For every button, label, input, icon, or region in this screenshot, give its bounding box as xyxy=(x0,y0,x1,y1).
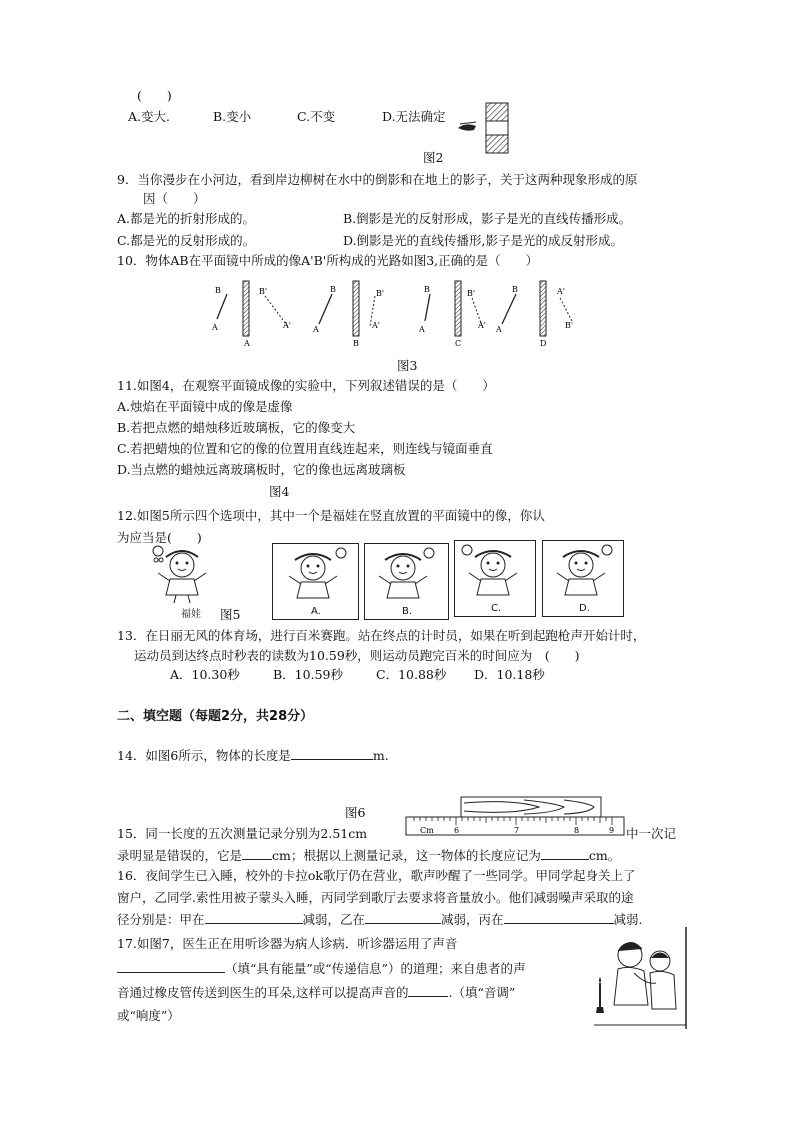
q15-line2-text-a: 录明显是错误的，它是 xyxy=(117,848,243,863)
figure-3-label-d: D xyxy=(540,339,547,348)
fuwa-option-b-label: B. xyxy=(402,606,413,617)
figure-3-option-a xyxy=(211,281,291,348)
svg-text:B: B xyxy=(330,285,336,294)
figure-3-option-d xyxy=(495,281,573,348)
fuwa-option-a-image xyxy=(273,544,358,606)
q17-blank-b xyxy=(408,984,448,997)
q17-blank-a xyxy=(117,960,225,973)
section-2-title: 二、填空题（每题2分，共28分） xyxy=(117,709,314,724)
q9-option-b: B.倒影是光的反射形成，影子是光的直线传播形成。 xyxy=(343,211,632,226)
q17-line4: 或“响度”） xyxy=(117,1008,180,1023)
q14-unit: m. xyxy=(372,748,389,763)
q15-line1: 15．同一长度的五次测量记录分别为2.51cm xyxy=(117,826,368,841)
q13-option-d: D．10.18秒 xyxy=(474,667,545,682)
q15-line2 xyxy=(117,846,620,864)
q8-paren: ( ) xyxy=(137,88,172,103)
q8-option-a: A.变大. xyxy=(128,109,170,124)
fuwa-option-d-frame xyxy=(542,540,624,617)
figure-3-label-b: B xyxy=(353,339,359,348)
q15-error-blank xyxy=(242,847,272,860)
q17-line1: 17.如图7，医生正在用听诊器为病人诊病．听诊器运用了声音 xyxy=(117,936,458,951)
q8-option-d: D.无法确定 xyxy=(382,109,446,124)
fuwa-option-d-image xyxy=(543,541,623,603)
fuwa-option-c-image xyxy=(455,541,535,603)
fuwa-original-figure xyxy=(144,543,220,609)
q8-option-b: B.变小 xyxy=(213,109,252,124)
q16-line3-text-c: 减弱，丙在 xyxy=(441,912,504,927)
q16-blank-a xyxy=(205,911,303,924)
q9-option-d: D.倒影是光的直线传播形,影子是光的成反射形成。 xyxy=(343,233,624,248)
q17-line3-text-b: .（填“音调” xyxy=(448,985,516,1000)
ruler-tick-9: 9 xyxy=(609,826,615,835)
svg-text:A: A xyxy=(313,325,319,334)
q17-line2-text: （填“具有能量”或“传递信息”）的道理；来自患者的声 xyxy=(225,961,526,976)
figure-3-label-c: C xyxy=(455,339,462,348)
q9-stem-line1: 9．当你漫步在小河边，看到岸边柳树在水中的倒影和在地上的影子，关于这两种现象形成的原 xyxy=(117,172,638,187)
q16-line3-text-b: 减弱，乙在 xyxy=(302,912,366,927)
point-b-image-label: B' xyxy=(259,287,268,296)
q15-line2-text-b: cm；根据以上测量记录，这一物体的长度应记为 xyxy=(272,848,541,863)
q14-stem xyxy=(117,746,389,764)
figure-7-doctor-stethoscope xyxy=(594,925,694,1031)
q11-option-a: A.烛焰在平面镜中成的像是虚像 xyxy=(117,399,293,414)
q16-line3 xyxy=(117,910,643,928)
figure-2-eye-mirror xyxy=(454,100,516,156)
q9-option-a: A.都是光的折射形成的。 xyxy=(117,211,256,226)
fuwa-option-c-label: C. xyxy=(491,603,502,614)
fuwa-option-c-frame xyxy=(454,540,536,617)
figure-4-caption: 图4 xyxy=(269,484,290,499)
svg-text:B': B' xyxy=(565,321,574,330)
q13-option-c: C．10.88秒 xyxy=(376,667,447,682)
q17-line3-text-a: 音通过橡皮管传送到医生的耳朵,这样可以提高声音的 xyxy=(117,985,409,1000)
ruler-tick-6: 6 xyxy=(454,826,460,835)
figure-5-caption: 图5 xyxy=(220,607,241,622)
ruler-tick-7: 7 xyxy=(514,826,520,835)
fuwa-option-d-label: D. xyxy=(579,603,590,614)
q13-stem-line1: 13．在日丽无风的体育场，进行百米赛跑。站在终点的计时员，如果在听到起跑枪声开始计时， xyxy=(117,628,646,643)
q10-stem: 10．物体AB在平面镜中所成的像A'B'所构成的光路如图3,正确的是（ ） xyxy=(117,253,539,268)
q11-option-c: C.若把蜡烛的位置和它的像的位置用直线连起来，则连线与镜面垂直 xyxy=(117,441,493,456)
eye-icon xyxy=(458,124,476,130)
svg-text:A: A xyxy=(496,325,502,334)
q14-stem-text: 14．如图6所示，物体的长度是 xyxy=(117,748,291,763)
q15-line1-end: 中一次记 xyxy=(626,826,677,841)
svg-text:A': A' xyxy=(557,287,565,296)
figure-3-option-b xyxy=(312,281,384,348)
figure-6-ruler xyxy=(404,795,626,839)
figure-3-light-paths xyxy=(200,276,580,348)
fuwa-option-b-image xyxy=(365,544,448,606)
q11-stem: 11.如图4，在观察平面镜成像的实验中，下列叙述错误的是（ ） xyxy=(117,378,495,393)
q11-option-d: D.当点燃的蜡烛远离玻璃板时，它的像也远离玻璃板 xyxy=(117,462,406,477)
q16-line3-text-d: 减弱. xyxy=(613,912,643,927)
svg-text:B: B xyxy=(424,285,430,294)
q8-option-c: C.不变 xyxy=(297,109,336,124)
q16-line2: 窗户，乙同学.索性用被子蒙头入睡，丙同学到歌厅去要求将音量放小。他们减弱噪声采取的途 xyxy=(117,890,634,905)
figure-3-caption: 图3 xyxy=(397,358,418,373)
q16-blank-c xyxy=(504,911,614,924)
point-b-label: B xyxy=(215,286,221,295)
svg-text:B': B' xyxy=(376,289,385,298)
q17-line3 xyxy=(117,983,515,1001)
q12-stem-line1: 12.如图5所示四个选项中，其中一个是福娃在竖直放置的平面镜中的像，你认 xyxy=(117,508,545,523)
fuwa-option-b-frame xyxy=(364,543,449,620)
figure-3-label-a: A xyxy=(244,339,250,348)
svg-text:A': A' xyxy=(478,321,486,330)
figure-3-option-c xyxy=(418,281,486,348)
q16-line3-text-a: 径分别是：甲在 xyxy=(117,912,205,927)
figure-6-caption: 图6 xyxy=(345,805,366,820)
point-a-label: A xyxy=(212,323,218,332)
fuwa-label: 福娃 xyxy=(181,609,201,620)
ruler-tick-8: 8 xyxy=(574,826,580,835)
q11-option-b: B.若把点燃的蜡烛移近玻璃板，它的像变大 xyxy=(117,420,356,435)
q9-stem-line2: 因（ ） xyxy=(143,191,206,206)
q16-blank-b xyxy=(365,911,441,924)
fuwa-option-a-label: A. xyxy=(311,606,321,617)
q13-option-b: B．10.59秒 xyxy=(273,667,343,682)
point-a-image-label: A' xyxy=(283,321,291,330)
q13-stem-line2: 运动员到达终点时秒表的读数为10.59秒，则运动员跑完百米的时间应为 ( ) xyxy=(134,648,580,663)
q15-length-blank xyxy=(541,847,589,860)
fuwa-option-a-frame xyxy=(272,543,359,620)
svg-text:B': B' xyxy=(467,289,476,298)
q14-answer-blank xyxy=(291,747,373,760)
svg-text:A: A xyxy=(419,325,425,334)
figure-2-caption: 图2 xyxy=(423,150,444,165)
svg-text:B: B xyxy=(512,285,518,294)
q12-stem-line2: 为应当是( ) xyxy=(117,530,202,545)
q17-line2 xyxy=(117,959,526,977)
q16-line1: 16．夜间学生已入睡，校外的卡拉ok歌厅仍在营业，歌声吵醒了一些同学。甲同学起身关上了 xyxy=(117,868,636,883)
ruler-unit-label: Cm xyxy=(420,826,434,835)
q15-line2-text-c: cm。 xyxy=(588,848,621,863)
svg-text:A': A' xyxy=(372,321,380,330)
q13-option-a: A．10.30秒 xyxy=(170,667,240,682)
q9-option-c: C.都是光的反射形成的。 xyxy=(117,233,256,248)
